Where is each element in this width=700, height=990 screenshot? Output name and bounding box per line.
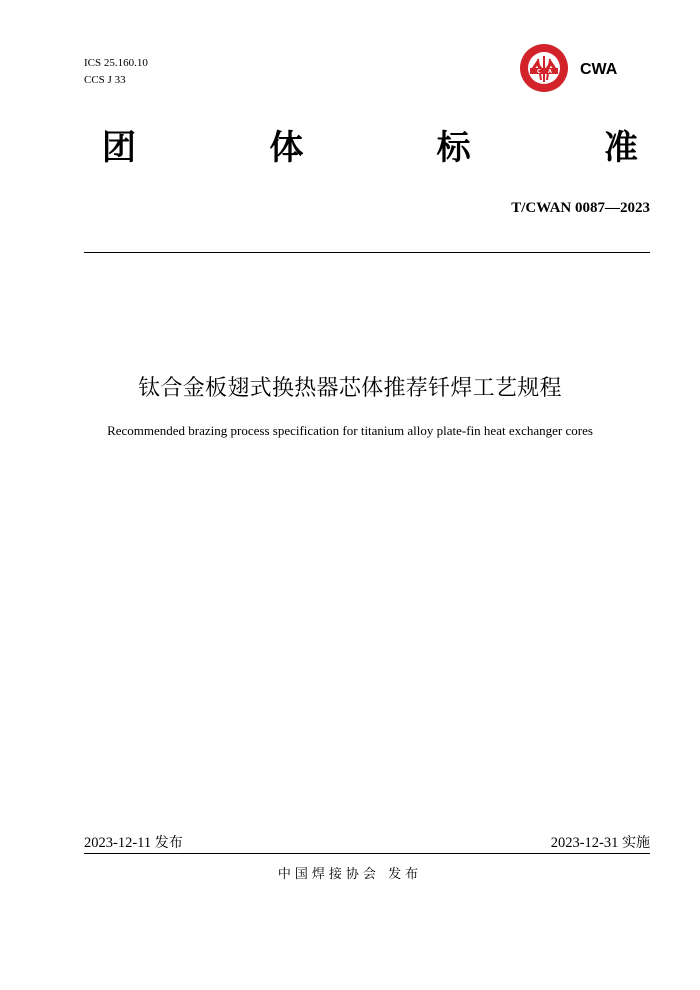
implement-date-value: 2023-12-31 [550,835,619,851]
ccs-code: CCS J 33 [84,74,126,86]
publisher-name: 中国焊接协会 [277,867,380,882]
title-char: 标 [436,128,471,168]
top-divider [84,252,650,253]
title-char: 团 [102,128,136,168]
implement-date [551,832,650,852]
document-title-en: Recommended brazing process specification for titanium alloy plate-fin heat exchanger cores [107,423,593,438]
document-title-cn: 钛合金板翅式换热器芯体推荐钎焊工艺规程 [138,376,562,401]
classification-codes [84,55,148,89]
svg-text:A: A [548,69,552,75]
standard-type-title [84,128,650,168]
publish-date [84,832,183,852]
publish-date-value: 2023-12-11 [84,835,152,851]
publisher-label: 发布 [388,867,423,882]
publish-label: 发布 [154,835,183,851]
cwa-logo-icon [518,42,570,94]
standard-number: T/CWAN 0087—2023 [511,200,650,216]
ics-code: ICS 25.160.10 [84,57,148,69]
logo-text: CWA [580,61,618,78]
title-char: 体 [269,128,304,168]
publisher [0,863,700,882]
svg-text:C: C [537,69,541,75]
title-char: 准 [603,128,638,168]
bottom-divider [84,853,650,854]
implement-label: 实施 [622,835,650,851]
